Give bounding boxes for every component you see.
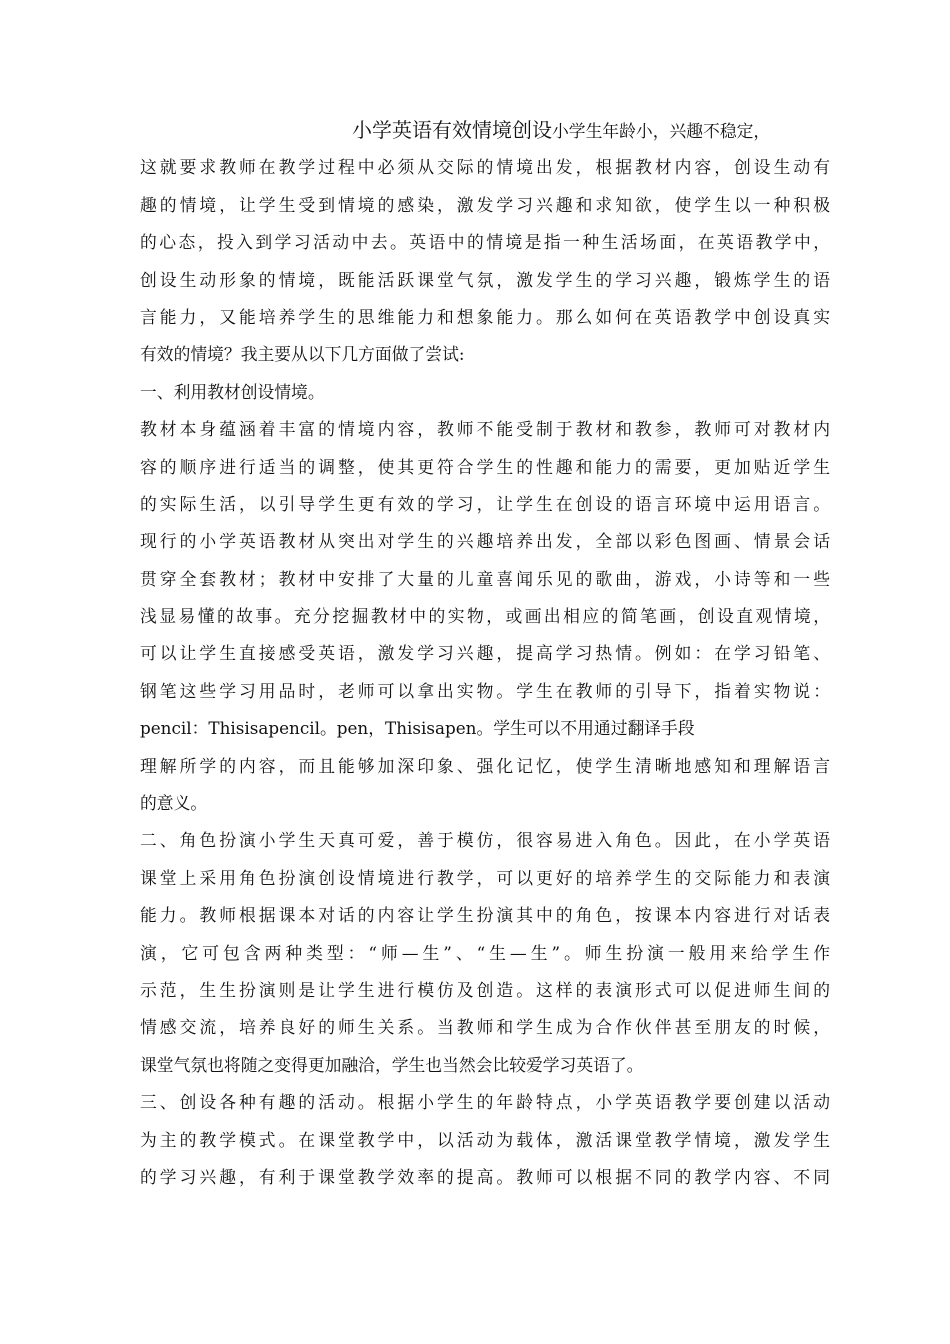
text-line: 情感交流，培养良好的师生关系。当教师和学生成为合作伙伴甚至朋友的时候， bbox=[140, 1017, 830, 1038]
section-heading: 三、创设各种有趣的活动。根据小学生的年龄特点，小学英语教学要创建以活动 bbox=[140, 1092, 830, 1113]
text-line: 现行的小学英语教材从突出对学生的兴趣培养出发，全部以彩色图画、情景会话 bbox=[140, 531, 830, 552]
text-line: 创设生动形象的情境，既能活跃课堂气氛，激发学生的学习兴趣，锻炼学生的语 bbox=[140, 269, 830, 290]
text-line: 示范，生生扮演则是让学生进行模仿及创造。这样的表演形式可以促进师生间的 bbox=[140, 979, 830, 1000]
text-line: 的心态，投入到学习活动中去。英语中的情境是指一种生活场面，在英语教学中， bbox=[140, 232, 830, 253]
text-line: 理解所学的内容，而且能够加深印象、强化记忆，使学生清晰地感知和理解语言 bbox=[140, 755, 830, 776]
title-line bbox=[140, 112, 830, 149]
text-line: 课堂气氛也将随之变得更加融洽，学生也当然会比较爱学习英语了。 bbox=[140, 1054, 644, 1075]
text-line: 趣的情境，让学生受到情境的感染，激发学习兴趣和求知欲，使学生以一种积极 bbox=[140, 194, 830, 215]
text-line: 教材本身蕴涵着丰富的情境内容，教师不能受制于教材和教参，教师可对教材内 bbox=[140, 419, 830, 440]
document-body bbox=[140, 112, 830, 1196]
text-line: 言能力，又能培养学生的思维能力和想象能力。那么如何在英语教学中创设真实 bbox=[140, 306, 830, 327]
section-heading: 二、角色扮演小学生天真可爱，善于模仿，很容易进入角色。因此，在小学英语 bbox=[140, 830, 830, 851]
document-title: 小学英语有效情境创设 bbox=[352, 118, 552, 142]
text-line: 的实际生活，以引导学生更有效的学习，让学生在创设的语言环境中运用语言。 bbox=[140, 493, 830, 514]
text-line: 浅显易懂的故事。充分挖掘教材中的实物，或画出相应的简笔画，创设直观情境， bbox=[140, 606, 830, 627]
section-heading: 一、利用教材创设情境。 bbox=[140, 381, 325, 402]
text-line: 容的顺序进行适当的调整，使其更符合学生的性趣和能力的需要，更加贴近学生 bbox=[140, 456, 830, 477]
text-line: 的学习兴趣，有利于课堂教学效率的提高。教师可以根据不同的教学内容、不同 bbox=[140, 1166, 830, 1187]
text-line: 小学生年龄小，兴趣不稳定， bbox=[552, 121, 771, 141]
text-line: 钢笔这些学习用品时，老师可以拿出实物。学生在教师的引导下，指着实物说： bbox=[140, 680, 830, 701]
text-line: 可以让学生直接感受英语，激发学习兴趣，提高学习热情。例如：在学习铅笔、 bbox=[140, 643, 830, 664]
text-line: 能力。教师根据课本对话的内容让学生扮演其中的角色，按课本内容进行对话表 bbox=[140, 905, 830, 926]
text-line: pencil：Thisisapencil。pen，Thisisapen。学生可以不用通过翻译手段 bbox=[140, 718, 695, 739]
text-line: 这就要求教师在教学过程中必须从交际的情境出发，根据教材内容，创设生动有 bbox=[140, 157, 830, 178]
text-line: 课堂上采用角色扮演创设情境进行教学，可以更好的培养学生的交际能力和表演 bbox=[140, 867, 830, 888]
text-line: 的意义。 bbox=[140, 793, 208, 814]
text-line: 为主的教学模式。在课堂教学中，以活动为载体，激活课堂教学情境，激发学生 bbox=[140, 1129, 830, 1150]
text-line: 演，它可包含两种类型：“师—生”、“生—生”。师生扮演一般用来给学生作 bbox=[140, 942, 830, 963]
text-line: 有效的情境？我主要从以下几方面做了尝试: bbox=[140, 344, 465, 365]
text-line: 贯穿全套教材；教材中安排了大量的儿童喜闻乐见的歌曲，游戏，小诗等和一些 bbox=[140, 568, 830, 589]
